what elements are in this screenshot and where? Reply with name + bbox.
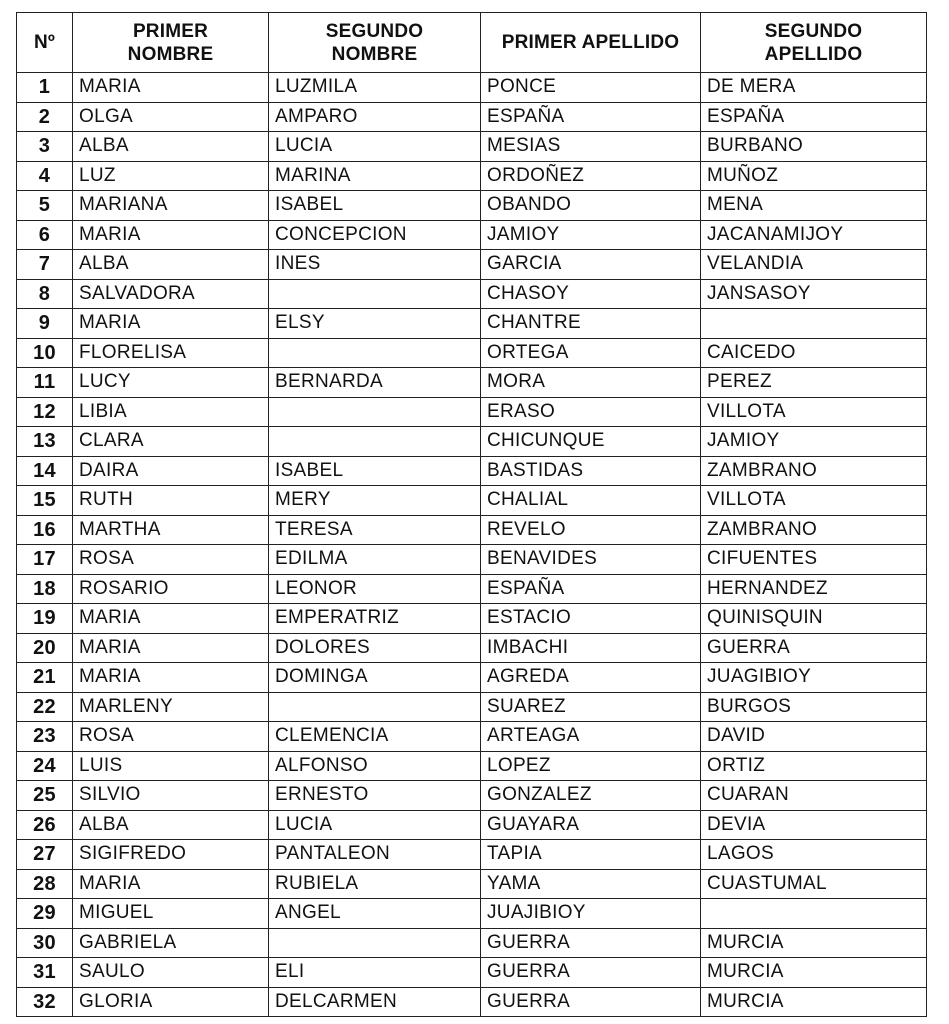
- table-row: [17, 987, 927, 1017]
- primer-nombre-cell: LIBIA: [73, 397, 269, 427]
- primer-apellido-cell: GUAYARA: [481, 810, 701, 840]
- primer-nombre-cell: LUIS: [73, 751, 269, 781]
- segundo-nombre-cell: [269, 338, 481, 368]
- table-row: [17, 840, 927, 870]
- segundo-apellido-cell: MURCIA: [701, 987, 927, 1017]
- primer-apellido-cell: SUAREZ: [481, 692, 701, 722]
- table-row: [17, 191, 927, 221]
- primer-nombre-cell: FLORELISA: [73, 338, 269, 368]
- primer-apellido-cell: PONCE: [481, 73, 701, 103]
- primer-apellido-cell: BENAVIDES: [481, 545, 701, 575]
- segundo-nombre-cell: MERY: [269, 486, 481, 516]
- primer-nombre-cell: ALBA: [73, 810, 269, 840]
- primer-apellido-cell: MORA: [481, 368, 701, 398]
- primer-apellido-cell: CHANTRE: [481, 309, 701, 339]
- segundo-nombre-cell: ISABEL: [269, 456, 481, 486]
- table-row: [17, 928, 927, 958]
- header-number: [17, 13, 73, 73]
- header-primer-nombre-line1: PRIMER: [132, 20, 209, 42]
- table-row: [17, 545, 927, 575]
- document-sheet: [16, 12, 926, 1017]
- primer-nombre-cell: MARIA: [73, 869, 269, 899]
- segundo-apellido-cell: ZAMBRANO: [701, 515, 927, 545]
- row-number: 16: [17, 515, 73, 545]
- segundo-nombre-cell: DOMINGA: [269, 663, 481, 693]
- primer-nombre-cell: ROSA: [73, 722, 269, 752]
- segundo-nombre-cell: EDILMA: [269, 545, 481, 575]
- table-row: [17, 869, 927, 899]
- segundo-nombre-cell: LUCIA: [269, 132, 481, 162]
- primer-nombre-cell: MARLENY: [73, 692, 269, 722]
- row-number: 29: [17, 899, 73, 929]
- table-row: [17, 102, 927, 132]
- table-row: [17, 338, 927, 368]
- table-header: [17, 13, 927, 73]
- table-row: [17, 397, 927, 427]
- row-number: 30: [17, 928, 73, 958]
- segundo-apellido-cell: MENA: [701, 191, 927, 221]
- row-number: 14: [17, 456, 73, 486]
- table-body: [17, 73, 927, 1017]
- segundo-apellido-cell: DEVIA: [701, 810, 927, 840]
- primer-apellido-cell: LOPEZ: [481, 751, 701, 781]
- table-row: [17, 633, 927, 663]
- primer-apellido-cell: AGREDA: [481, 663, 701, 693]
- segundo-apellido-cell: HERNANDEZ: [701, 574, 927, 604]
- primer-apellido-cell: GUERRA: [481, 928, 701, 958]
- table-row: [17, 515, 927, 545]
- segundo-apellido-cell: GUERRA: [701, 633, 927, 663]
- table-row: [17, 456, 927, 486]
- segundo-apellido-cell: BURBANO: [701, 132, 927, 162]
- segundo-nombre-cell: ELI: [269, 958, 481, 988]
- row-number: 10: [17, 338, 73, 368]
- row-number: 6: [17, 220, 73, 250]
- segundo-apellido-cell: JACANAMIJOY: [701, 220, 927, 250]
- segundo-nombre-cell: DOLORES: [269, 633, 481, 663]
- primer-nombre-cell: ALBA: [73, 132, 269, 162]
- header-primer-apellido-label: PRIMER APELLIDO: [501, 32, 680, 53]
- primer-nombre-cell: OLGA: [73, 102, 269, 132]
- row-number: 26: [17, 810, 73, 840]
- header-segundo-nombre-line1: SEGUNDO: [325, 20, 424, 42]
- segundo-apellido-cell: JUAGIBIOY: [701, 663, 927, 693]
- segundo-apellido-cell: ORTIZ: [701, 751, 927, 781]
- primer-nombre-cell: ROSA: [73, 545, 269, 575]
- primer-apellido-cell: ERASO: [481, 397, 701, 427]
- primer-apellido-cell: ESPAÑA: [481, 574, 701, 604]
- table-row: [17, 692, 927, 722]
- segundo-apellido-cell: ZAMBRANO: [701, 456, 927, 486]
- row-number: 9: [17, 309, 73, 339]
- table-row: [17, 309, 927, 339]
- segundo-apellido-cell: LAGOS: [701, 840, 927, 870]
- header-segundo-apellido: [701, 13, 927, 73]
- primer-nombre-cell: MARIA: [73, 663, 269, 693]
- segundo-apellido-cell: PEREZ: [701, 368, 927, 398]
- table-row: [17, 751, 927, 781]
- table-row: [17, 574, 927, 604]
- segundo-apellido-cell: JAMIOY: [701, 427, 927, 457]
- table-row: [17, 279, 927, 309]
- primer-apellido-cell: ORDOÑEZ: [481, 161, 701, 191]
- segundo-apellido-cell: DAVID: [701, 722, 927, 752]
- primer-nombre-cell: MARIANA: [73, 191, 269, 221]
- primer-nombre-cell: MARIA: [73, 309, 269, 339]
- primer-apellido-cell: MESIAS: [481, 132, 701, 162]
- table-row: [17, 250, 927, 280]
- row-number: 3: [17, 132, 73, 162]
- row-number: 23: [17, 722, 73, 752]
- primer-nombre-cell: MARTHA: [73, 515, 269, 545]
- primer-nombre-cell: SIGIFREDO: [73, 840, 269, 870]
- segundo-apellido-cell: VILLOTA: [701, 397, 927, 427]
- primer-nombre-cell: MARIA: [73, 73, 269, 103]
- header-segundo-apellido-line2: APELLIDO: [764, 43, 863, 65]
- segundo-nombre-cell: LEONOR: [269, 574, 481, 604]
- segundo-nombre-cell: INES: [269, 250, 481, 280]
- primer-nombre-cell: SALVADORA: [73, 279, 269, 309]
- header-row: [17, 13, 927, 73]
- primer-apellido-cell: GONZALEZ: [481, 781, 701, 811]
- primer-apellido-cell: JAMIOY: [481, 220, 701, 250]
- segundo-nombre-cell: ELSY: [269, 309, 481, 339]
- row-number: 20: [17, 633, 73, 663]
- row-number: 22: [17, 692, 73, 722]
- segundo-nombre-cell: ISABEL: [269, 191, 481, 221]
- primer-apellido-cell: GARCIA: [481, 250, 701, 280]
- primer-nombre-cell: SILVIO: [73, 781, 269, 811]
- segundo-nombre-cell: [269, 397, 481, 427]
- row-number: 32: [17, 987, 73, 1017]
- table-row: [17, 958, 927, 988]
- row-number: 24: [17, 751, 73, 781]
- primer-nombre-cell: GABRIELA: [73, 928, 269, 958]
- primer-apellido-cell: ORTEGA: [481, 338, 701, 368]
- primer-apellido-cell: CHALIAL: [481, 486, 701, 516]
- table-row: [17, 663, 927, 693]
- table-row: [17, 132, 927, 162]
- primer-nombre-cell: MARIA: [73, 633, 269, 663]
- segundo-nombre-cell: LUZMILA: [269, 73, 481, 103]
- header-segundo-nombre-line2: NOMBRE: [331, 43, 418, 65]
- row-number: 31: [17, 958, 73, 988]
- header-primer-nombre-line2: NOMBRE: [127, 43, 214, 65]
- row-number: 2: [17, 102, 73, 132]
- row-number: 27: [17, 840, 73, 870]
- primer-apellido-cell: GUERRA: [481, 987, 701, 1017]
- primer-apellido-cell: CHICUNQUE: [481, 427, 701, 457]
- row-number: 13: [17, 427, 73, 457]
- names-table: [16, 12, 927, 1017]
- row-number: 11: [17, 368, 73, 398]
- segundo-nombre-cell: CLEMENCIA: [269, 722, 481, 752]
- row-number: 12: [17, 397, 73, 427]
- segundo-apellido-cell: CIFUENTES: [701, 545, 927, 575]
- row-number: 17: [17, 545, 73, 575]
- segundo-apellido-cell: CAICEDO: [701, 338, 927, 368]
- primer-apellido-cell: ESTACIO: [481, 604, 701, 634]
- header-segundo-nombre: [269, 13, 481, 73]
- table-row: [17, 899, 927, 929]
- primer-apellido-cell: IMBACHI: [481, 633, 701, 663]
- primer-apellido-cell: GUERRA: [481, 958, 701, 988]
- table-row: [17, 73, 927, 103]
- row-number: 25: [17, 781, 73, 811]
- segundo-nombre-cell: ALFONSO: [269, 751, 481, 781]
- row-number: 8: [17, 279, 73, 309]
- primer-apellido-cell: OBANDO: [481, 191, 701, 221]
- row-number: 28: [17, 869, 73, 899]
- row-number: 15: [17, 486, 73, 516]
- segundo-apellido-cell: MURCIA: [701, 928, 927, 958]
- table-row: [17, 427, 927, 457]
- primer-apellido-cell: YAMA: [481, 869, 701, 899]
- primer-apellido-cell: JUAJIBIOY: [481, 899, 701, 929]
- primer-nombre-cell: SAULO: [73, 958, 269, 988]
- segundo-nombre-cell: [269, 928, 481, 958]
- primer-nombre-cell: LUCY: [73, 368, 269, 398]
- segundo-apellido-cell: MURCIA: [701, 958, 927, 988]
- primer-apellido-cell: ESPAÑA: [481, 102, 701, 132]
- segundo-nombre-cell: CONCEPCION: [269, 220, 481, 250]
- segundo-apellido-cell: QUINISQUIN: [701, 604, 927, 634]
- primer-nombre-cell: ALBA: [73, 250, 269, 280]
- row-number: 5: [17, 191, 73, 221]
- header-primer-nombre: [73, 13, 269, 73]
- segundo-nombre-cell: PANTALEON: [269, 840, 481, 870]
- segundo-apellido-cell: DE MERA: [701, 73, 927, 103]
- header-segundo-apellido-line1: SEGUNDO: [764, 20, 863, 42]
- primer-apellido-cell: CHASOY: [481, 279, 701, 309]
- segundo-nombre-cell: BERNARDA: [269, 368, 481, 398]
- primer-nombre-cell: GLORIA: [73, 987, 269, 1017]
- table-row: [17, 604, 927, 634]
- segundo-apellido-cell: VELANDIA: [701, 250, 927, 280]
- segundo-apellido-cell: JANSASOY: [701, 279, 927, 309]
- row-number: 1: [17, 73, 73, 103]
- segundo-nombre-cell: ANGEL: [269, 899, 481, 929]
- segundo-apellido-cell: CUARAN: [701, 781, 927, 811]
- segundo-nombre-cell: TERESA: [269, 515, 481, 545]
- segundo-apellido-cell: ESPAÑA: [701, 102, 927, 132]
- primer-nombre-cell: LUZ: [73, 161, 269, 191]
- primer-nombre-cell: CLARA: [73, 427, 269, 457]
- primer-apellido-cell: REVELO: [481, 515, 701, 545]
- segundo-nombre-cell: [269, 692, 481, 722]
- primer-nombre-cell: MARIA: [73, 604, 269, 634]
- segundo-nombre-cell: [269, 427, 481, 457]
- table-row: [17, 368, 927, 398]
- table-row: [17, 486, 927, 516]
- table-row: [17, 810, 927, 840]
- row-number: 7: [17, 250, 73, 280]
- row-number: 19: [17, 604, 73, 634]
- segundo-nombre-cell: RUBIELA: [269, 869, 481, 899]
- row-number: 21: [17, 663, 73, 693]
- primer-nombre-cell: MIGUEL: [73, 899, 269, 929]
- segundo-nombre-cell: ERNESTO: [269, 781, 481, 811]
- table-row: [17, 161, 927, 191]
- primer-nombre-cell: RUTH: [73, 486, 269, 516]
- segundo-apellido-cell: [701, 899, 927, 929]
- header-number-label: Nº: [33, 32, 56, 53]
- table-row: [17, 220, 927, 250]
- primer-apellido-cell: ARTEAGA: [481, 722, 701, 752]
- row-number: 18: [17, 574, 73, 604]
- segundo-apellido-cell: BURGOS: [701, 692, 927, 722]
- primer-nombre-cell: MARIA: [73, 220, 269, 250]
- segundo-nombre-cell: [269, 279, 481, 309]
- segundo-nombre-cell: LUCIA: [269, 810, 481, 840]
- table-row: [17, 781, 927, 811]
- segundo-apellido-cell: VILLOTA: [701, 486, 927, 516]
- segundo-nombre-cell: MARINA: [269, 161, 481, 191]
- segundo-nombre-cell: AMPARO: [269, 102, 481, 132]
- primer-apellido-cell: BASTIDAS: [481, 456, 701, 486]
- segundo-apellido-cell: [701, 309, 927, 339]
- row-number: 4: [17, 161, 73, 191]
- segundo-nombre-cell: DELCARMEN: [269, 987, 481, 1017]
- primer-nombre-cell: DAIRA: [73, 456, 269, 486]
- primer-apellido-cell: TAPIA: [481, 840, 701, 870]
- segundo-apellido-cell: CUASTUMAL: [701, 869, 927, 899]
- segundo-nombre-cell: EMPERATRIZ: [269, 604, 481, 634]
- segundo-apellido-cell: MUÑOZ: [701, 161, 927, 191]
- primer-nombre-cell: ROSARIO: [73, 574, 269, 604]
- header-primer-apellido: [481, 13, 701, 73]
- table-row: [17, 722, 927, 752]
